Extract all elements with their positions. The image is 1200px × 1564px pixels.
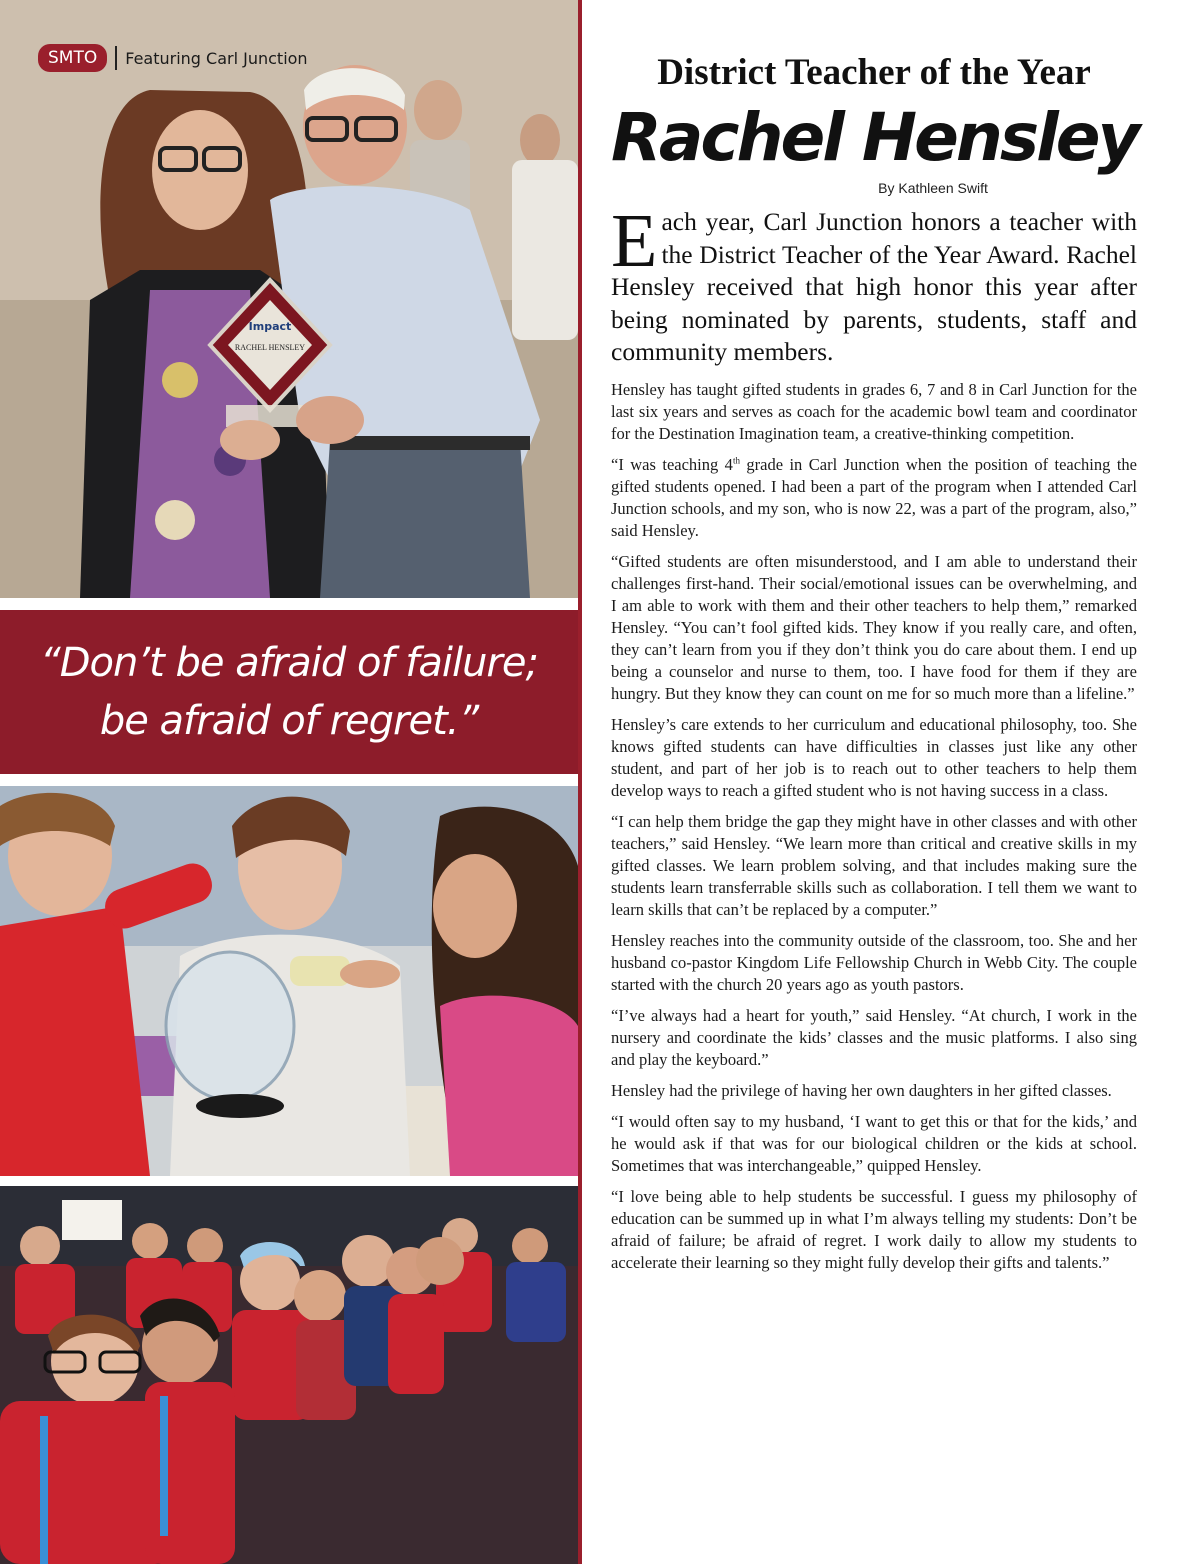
article-kicker: District Teacher of the Year: [657, 52, 1091, 93]
paragraph-1: Hensley has taught gifted students in grades 6, 7 and 8 in Carl Junction for the last six years and serves as coach for the academic bowl team and coordinator for the Destination Imagination team, a creative-thinking competition.: [611, 379, 1137, 443]
trophy-recipient-text: RACHEL HENSLEY: [234, 343, 306, 352]
award-photo: [0, 0, 578, 598]
paragraph-2: [611, 454, 1137, 542]
pull-quote-line-2: be afraid of regret.”: [99, 698, 479, 744]
column-divider: [578, 0, 582, 1564]
classroom-photo-illustration: [0, 786, 578, 1176]
article-title: Rachel Hensley: [611, 99, 1138, 176]
paragraph-3: “Gifted students are often misunderstood, and I am able to understand their challenges first-hand. Their social/emotional issues can be overwhelming, and I am able to work with them and their other teachers to help them,” remarked Hensley. “You can’t fool gifted kids. They know if you really care, and often, they can’t learn from you if they don’t think you do care about them. I end up being a counselor and nurse to them, too. I have food for them if they are hungry. But they know they can count on me for so much more than a lifeline.”: [611, 551, 1137, 703]
paragraph-5: “I can help them bridge the gap they might have in other classes and with other teachers,” said Hensley. “We learn more than critical and creative skills in my gifted classes. We learn problem solving, and that includes making sure the students learn transferrable skills such as collaboration. I tell them we want to learn skills that can’t be replaced by a computer.”: [611, 811, 1137, 919]
paragraph-8: Hensley had the privilege of having her own daughters in her gifted classes.: [611, 1080, 1112, 1100]
paragraph-9: “I would often say to my husband, ‘I want to get this or that for the kids,’ and he would ask if that was for our biological children or the kids at school. Sometimes that was interchangeable,” quipped Hensley.: [611, 1111, 1137, 1175]
team-photo: [0, 1186, 578, 1564]
section-badge: SMTO: [38, 44, 107, 72]
pull-quote-line-1: “Don’t be afraid of failure;: [40, 640, 538, 686]
paragraph-2-start: “I was teaching 4: [611, 454, 733, 474]
section-label: Featuring Carl Junction: [125, 48, 308, 68]
team-photo-illustration: [0, 1186, 578, 1564]
paragraph-4: Hensley’s care extends to her curriculum and educational philosophy, too. She knows gifted students can have difficulties in classes just like any other student, and part of her job is to reach out to other teachers to help them develop ways to reach a gifted student who is not having success in a class.: [611, 714, 1137, 800]
paragraph-6: Hensley reaches into the community outside of the classroom, too. She and her husband co-pastor Kingdom Life Fellowship Church in Webb City. The couple started with the church 20 years ago as youth pastors.: [611, 930, 1137, 994]
article: [611, 50, 1137, 1283]
byline: By Kathleen Swift: [878, 180, 988, 196]
paragraph-10: “I love being able to help students be successful. I guess my philosophy of education can be summed up in what I’m always telling my students: Don’t be afraid of failure; be afraid of regret. I work daily to allow my students to accelerate their learning so they might fully develop their gifts and talents.”: [611, 1186, 1137, 1272]
left-column: [0, 0, 580, 1564]
award-photo-illustration: [0, 0, 578, 598]
pull-quote: [0, 610, 578, 774]
classroom-photo: [0, 786, 578, 1176]
paragraph-7: “I’ve always had a heart for youth,” said Hensley. “At church, I work in the nursery and coordinate the kids’ classes and the music platforms. I also sing and play the keyboard.”: [611, 1005, 1137, 1069]
paragraph-2-end: grade in Carl Junction when the position of teaching the gifted students opened. I had been a part of the program when I attended Carl Junction schools, and my son, who is now 22, was a part of the program, also,” said Hensley.: [611, 454, 1137, 540]
drop-cap: E: [611, 199, 658, 283]
lead-text: ach year, Carl Junction honors a teacher with the District Teacher of the Year Award. Rachel Hensley received that high honor this year after being nominated by parents, students, staff and community members.: [611, 207, 1137, 366]
trophy-brand-text: Impact: [248, 320, 292, 333]
section-tag: [38, 44, 308, 72]
ordinal-superscript: th: [732, 455, 740, 465]
tag-separator: [115, 46, 117, 70]
lead-paragraph: [611, 199, 1137, 369]
